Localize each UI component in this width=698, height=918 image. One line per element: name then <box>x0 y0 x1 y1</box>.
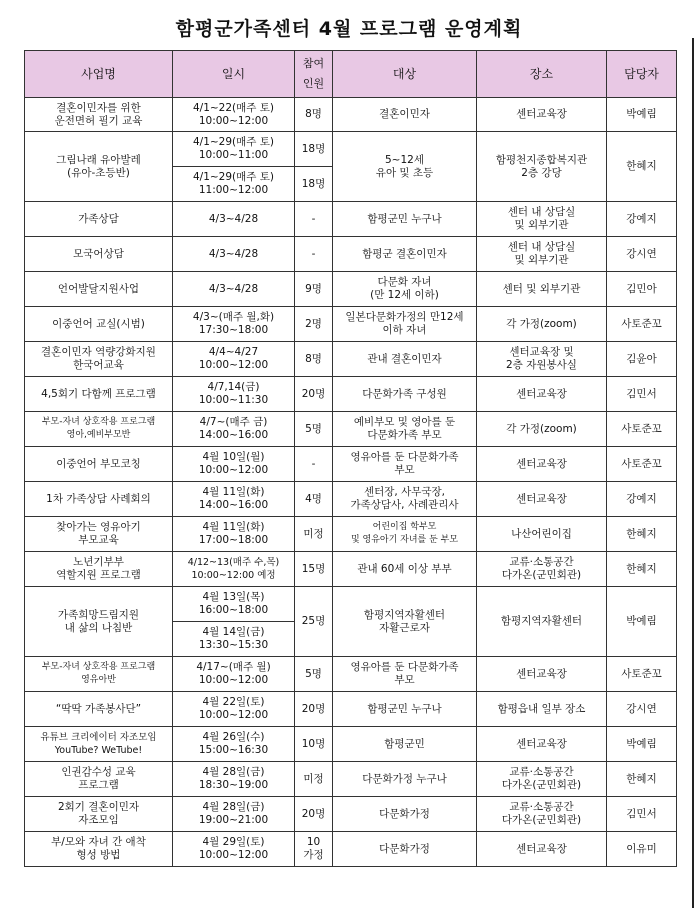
cell-manager: 사토준꼬 <box>607 447 677 482</box>
cell-place: 교류·소통공간 다가온(군민회관) <box>477 762 607 797</box>
cell-place: 센터교육장 <box>477 98 607 132</box>
cell-count: 미정 <box>295 762 333 797</box>
cell-place: 각 가정(zoom) <box>477 412 607 447</box>
cell-date: 4/7,14(금) 10:00~11:30 <box>173 377 295 412</box>
cell-count: - <box>295 237 333 272</box>
table-row <box>25 482 677 517</box>
cell-program: 결혼이민자 역량강화지원 한국어교육 <box>25 342 173 377</box>
cell-target: 어린이집 학부모 및 영유아기 자녀를 둔 부모 <box>333 517 477 552</box>
cell-program: 유튜브 크리에이터 자조모임 YouTube? WeTube! <box>25 727 173 762</box>
table-row <box>25 98 677 132</box>
cell-manager: 강예지 <box>607 482 677 517</box>
cell-date: 4월 10일(월) 10:00~12:00 <box>173 447 295 482</box>
program-schedule-table <box>24 50 677 867</box>
table-row <box>25 517 677 552</box>
cell-target: 영유아를 둔 다문화가족 부모 <box>333 447 477 482</box>
cell-target: 5~12세 유아 및 초등 <box>333 132 477 202</box>
cell-program: 노년기부부 역할지원 프로그램 <box>25 552 173 587</box>
table-row <box>25 307 677 342</box>
cell-program: 가족희망드림지원 내 삶의 나침반 <box>25 587 173 657</box>
table-row <box>25 202 677 237</box>
cell-count: - <box>295 447 333 482</box>
table-row <box>25 377 677 412</box>
cell-program: 모국어상담 <box>25 237 173 272</box>
cell-manager: 사토준꼬 <box>607 307 677 342</box>
cell-date: 4월 11일(화) 17:00~18:00 <box>173 517 295 552</box>
cell-count: 15명 <box>295 552 333 587</box>
cell-program: 부모-자녀 상호작용 프로그램 영아,예비부모반 <box>25 412 173 447</box>
table-row <box>25 272 677 307</box>
cell-date: 4월 13일(목) 16:00~18:00 <box>173 587 295 622</box>
cell-date: 4월 11일(화) 14:00~16:00 <box>173 482 295 517</box>
cell-place: 함평읍내 일부 장소 <box>477 692 607 727</box>
cell-place: 센터교육장 <box>477 832 607 867</box>
cell-date: 4/1~29(매주 토) 10:00~11:00 <box>173 132 295 167</box>
cell-place: 교류·소통공간 다가온(군민회관) <box>477 797 607 832</box>
cell-target: 예비부모 및 영아를 둔 다문화가족 부모 <box>333 412 477 447</box>
cell-target: 일본다문화가정의 만12세 이하 자녀 <box>333 307 477 342</box>
cell-manager: 강시연 <box>607 692 677 727</box>
cell-manager: 사토준꼬 <box>607 657 677 692</box>
cell-count: 18명 <box>295 132 333 167</box>
cell-manager: 김민아 <box>607 272 677 307</box>
cell-manager: 한혜지 <box>607 517 677 552</box>
cell-target: 다문화가족 구성원 <box>333 377 477 412</box>
cell-date: 4/7~(매주 금) 14:00~16:00 <box>173 412 295 447</box>
table-row <box>25 797 677 832</box>
cell-date: 4/12~13(매주 수,목) 10:00~12:00 예정 <box>173 552 295 587</box>
cell-place: 나산어린이집 <box>477 517 607 552</box>
cell-manager: 박예림 <box>607 727 677 762</box>
cell-count: 5명 <box>295 657 333 692</box>
cell-manager: 김윤아 <box>607 342 677 377</box>
cell-count: 18명 <box>295 167 333 202</box>
cell-place: 센터 내 상담실 및 외부기관 <box>477 237 607 272</box>
cell-program: 인권감수성 교육 프로그램 <box>25 762 173 797</box>
cell-place: 센터교육장 <box>477 482 607 517</box>
cell-manager: 김민서 <box>607 377 677 412</box>
cell-target: 영유아를 둔 다문화가족 부모 <box>333 657 477 692</box>
cell-date: 4/4~4/27 10:00~12:00 <box>173 342 295 377</box>
cell-target: 다문화가정 <box>333 832 477 867</box>
table-row <box>25 657 677 692</box>
cell-date: 4월 26일(수) 15:00~16:30 <box>173 727 295 762</box>
cell-target: 결혼이민자 <box>333 98 477 132</box>
cell-target: 함평군민 <box>333 727 477 762</box>
cell-target: 다문화가정 누구나 <box>333 762 477 797</box>
table-row <box>25 132 677 167</box>
cell-manager: 강예지 <box>607 202 677 237</box>
cell-count: 20명 <box>295 797 333 832</box>
table-row <box>25 832 677 867</box>
cell-place: 함평천지종합복지관 2층 강당 <box>477 132 607 202</box>
cell-date: 4월 28일(금) 18:30~19:00 <box>173 762 295 797</box>
cell-count: 20명 <box>295 377 333 412</box>
cell-program: 이중언어 부모코칭 <box>25 447 173 482</box>
cell-target: 다문화 자녀 (만 12세 이하) <box>333 272 477 307</box>
header-place: 장소 <box>477 51 607 98</box>
cell-program: “딱딱 가족봉사단” <box>25 692 173 727</box>
table-header-row <box>25 51 677 98</box>
cell-date: 4/3~4/28 <box>173 237 295 272</box>
header-date: 일시 <box>173 51 295 98</box>
cell-manager: 이유미 <box>607 832 677 867</box>
table-row <box>25 727 677 762</box>
cell-date: 4/3~4/28 <box>173 272 295 307</box>
cell-target: 함평군민 누구나 <box>333 692 477 727</box>
cell-count: 9명 <box>295 272 333 307</box>
cell-date: 4월 22일(토) 10:00~12:00 <box>173 692 295 727</box>
header-participants: 참여 인원 <box>295 51 333 98</box>
table-row <box>25 447 677 482</box>
cell-date: 4/17~(매주 월) 10:00~12:00 <box>173 657 295 692</box>
cell-count: 20명 <box>295 692 333 727</box>
cell-count: 10 가정 <box>295 832 333 867</box>
cell-date: 4월 28일(금) 19:00~21:00 <box>173 797 295 832</box>
cell-program: 그림나래 유아발레 (유아-초등반) <box>25 132 173 202</box>
cell-place: 센터 및 외부기관 <box>477 272 607 307</box>
cell-manager: 박예림 <box>607 587 677 657</box>
cell-place: 센터교육장 <box>477 377 607 412</box>
cell-manager: 김민서 <box>607 797 677 832</box>
cell-program: 가족상담 <box>25 202 173 237</box>
cell-place: 센터 내 상담실 및 외부기관 <box>477 202 607 237</box>
cell-target: 함평지역자활센터 자활근로자 <box>333 587 477 657</box>
cell-target: 관내 60세 이상 부부 <box>333 552 477 587</box>
cell-date: 4/3~4/28 <box>173 202 295 237</box>
header-program: 사업명 <box>25 51 173 98</box>
cell-program: 결혼이민자를 위한 운전면허 필기 교육 <box>25 98 173 132</box>
cell-count: 8명 <box>295 342 333 377</box>
header-manager: 담당자 <box>607 51 677 98</box>
cell-date: 4월 14일(금) 13:30~15:30 <box>173 622 295 657</box>
table-row <box>25 692 677 727</box>
cell-place: 센터교육장 <box>477 727 607 762</box>
table-row <box>25 237 677 272</box>
table-row <box>25 412 677 447</box>
cell-date: 4/1~22(매주 토) 10:00~12:00 <box>173 98 295 132</box>
cell-count: 2명 <box>295 307 333 342</box>
cell-target: 센터장, 사무국장, 가족상담사, 사례관리사 <box>333 482 477 517</box>
cell-place: 각 가정(zoom) <box>477 307 607 342</box>
cell-manager: 강시연 <box>607 237 677 272</box>
cell-program: 언어발달지원사업 <box>25 272 173 307</box>
cell-program: 1차 가족상담 사례회의 <box>25 482 173 517</box>
cell-manager: 박예림 <box>607 98 677 132</box>
cell-count: 25명 <box>295 587 333 657</box>
cell-count: 5명 <box>295 412 333 447</box>
table-row <box>25 587 677 622</box>
page-edge-line <box>692 38 694 908</box>
table-row <box>25 342 677 377</box>
cell-count: 8명 <box>295 98 333 132</box>
cell-date: 4/3~(매주 월,화) 17:30~18:00 <box>173 307 295 342</box>
cell-target: 함평군 결혼이민자 <box>333 237 477 272</box>
cell-count: - <box>295 202 333 237</box>
cell-manager: 한혜지 <box>607 762 677 797</box>
table-row <box>25 762 677 797</box>
cell-count: 미정 <box>295 517 333 552</box>
cell-program: 4,5회기 다함께 프로그램 <box>25 377 173 412</box>
cell-program: 부모-자녀 상호작용 프로그램 영유아반 <box>25 657 173 692</box>
cell-place: 교류·소통공간 다가온(군민회관) <box>477 552 607 587</box>
table-row <box>25 552 677 587</box>
cell-place: 센터교육장 <box>477 657 607 692</box>
cell-program: 이중언어 교실(시범) <box>25 307 173 342</box>
cell-program: 2회기 결혼이민자 자조모임 <box>25 797 173 832</box>
page-title: 함평군가족센터 4월 프로그램 운영계획 <box>175 18 523 40</box>
cell-program: 찾아가는 영유아기 부모교육 <box>25 517 173 552</box>
header-target: 대상 <box>333 51 477 98</box>
cell-manager: 한혜지 <box>607 552 677 587</box>
cell-manager: 한혜지 <box>607 132 677 202</box>
cell-date: 4월 29일(토) 10:00~12:00 <box>173 832 295 867</box>
cell-place: 센터교육장 및 2층 자원봉사실 <box>477 342 607 377</box>
cell-target: 함평군민 누구나 <box>333 202 477 237</box>
cell-count: 4명 <box>295 482 333 517</box>
cell-place: 센터교육장 <box>477 447 607 482</box>
cell-place: 함평지역자활센터 <box>477 587 607 657</box>
cell-manager: 사토준꼬 <box>607 412 677 447</box>
cell-date: 4/1~29(매주 토) 11:00~12:00 <box>173 167 295 202</box>
cell-count: 10명 <box>295 727 333 762</box>
cell-target: 다문화가정 <box>333 797 477 832</box>
cell-program: 부/모와 자녀 간 애착 형성 방법 <box>25 832 173 867</box>
cell-target: 관내 결혼이민자 <box>333 342 477 377</box>
